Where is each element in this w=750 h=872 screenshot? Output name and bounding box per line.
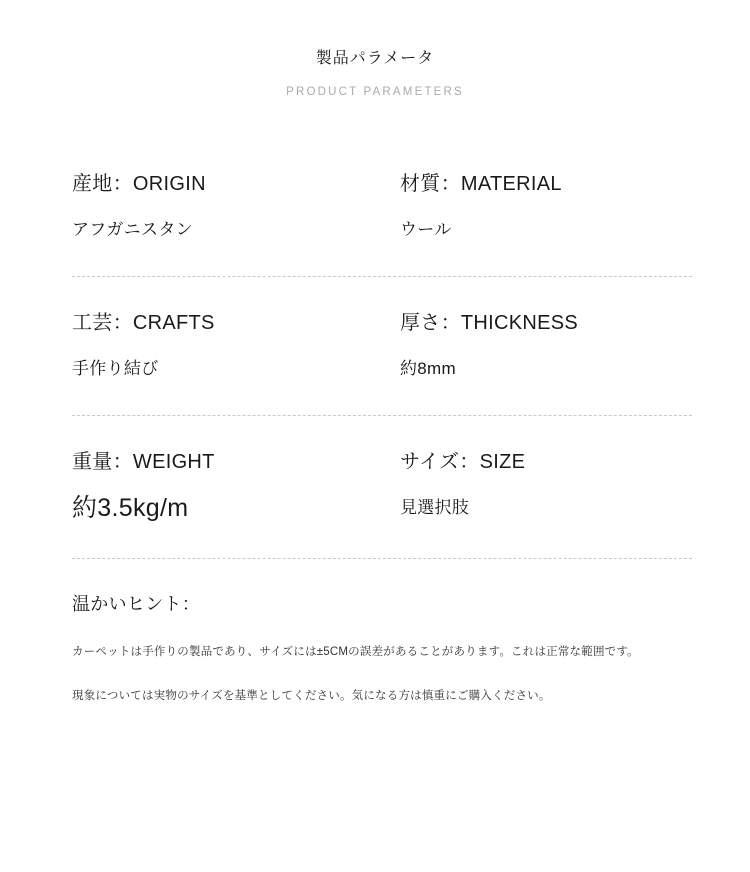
parameter-cell-material	[382, 170, 692, 242]
parameter-value: 約3.5kg/m	[72, 494, 189, 522]
parameters-section	[0, 170, 750, 591]
parameter-cell-origin	[72, 170, 382, 242]
parameter-label: 厚さ：THICKNESS	[400, 312, 579, 334]
parameter-value: アフガニスタン	[72, 220, 193, 239]
parameter-value: 約8mm	[400, 359, 456, 378]
page-header	[0, 0, 750, 100]
parameter-label: 産地：ORIGIN	[72, 173, 206, 195]
tips-line-2: 現象については実物のサイズを基準としてください。気になる方は慎重にご購入ください。	[72, 690, 551, 702]
parameter-row	[72, 170, 692, 242]
parameter-cell-crafts	[72, 309, 382, 381]
parameter-value: 見選択肢	[400, 498, 470, 517]
parameter-row	[72, 309, 692, 381]
parameter-value: ウール	[400, 220, 452, 239]
parameter-row	[72, 448, 692, 524]
tips-line-1: カーペットは手作りの製品であり、サイズには±5CMの誤差があることがあります。これは正常な範囲です。	[72, 646, 639, 658]
tips-title: 温かいヒント：	[72, 594, 201, 614]
row-spacer	[72, 416, 692, 448]
page-title: 製品パラメータ	[315, 50, 435, 67]
tips-section	[0, 591, 750, 705]
row-spacer	[72, 277, 692, 309]
parameter-label: 材質：MATERIAL	[400, 173, 562, 195]
parameter-label: 重量：WEIGHT	[72, 451, 215, 473]
row-spacer	[72, 559, 692, 591]
parameter-value: 手作り結び	[72, 359, 159, 378]
page-subtitle: PRODUCT PARAMETERS	[286, 86, 464, 98]
parameter-cell-thickness	[382, 309, 692, 381]
parameter-label: 工芸：CRAFTS	[72, 312, 215, 334]
parameter-cell-size	[382, 448, 692, 524]
parameter-cell-weight	[72, 448, 382, 524]
parameter-label: サイズ：SIZE	[400, 451, 526, 473]
